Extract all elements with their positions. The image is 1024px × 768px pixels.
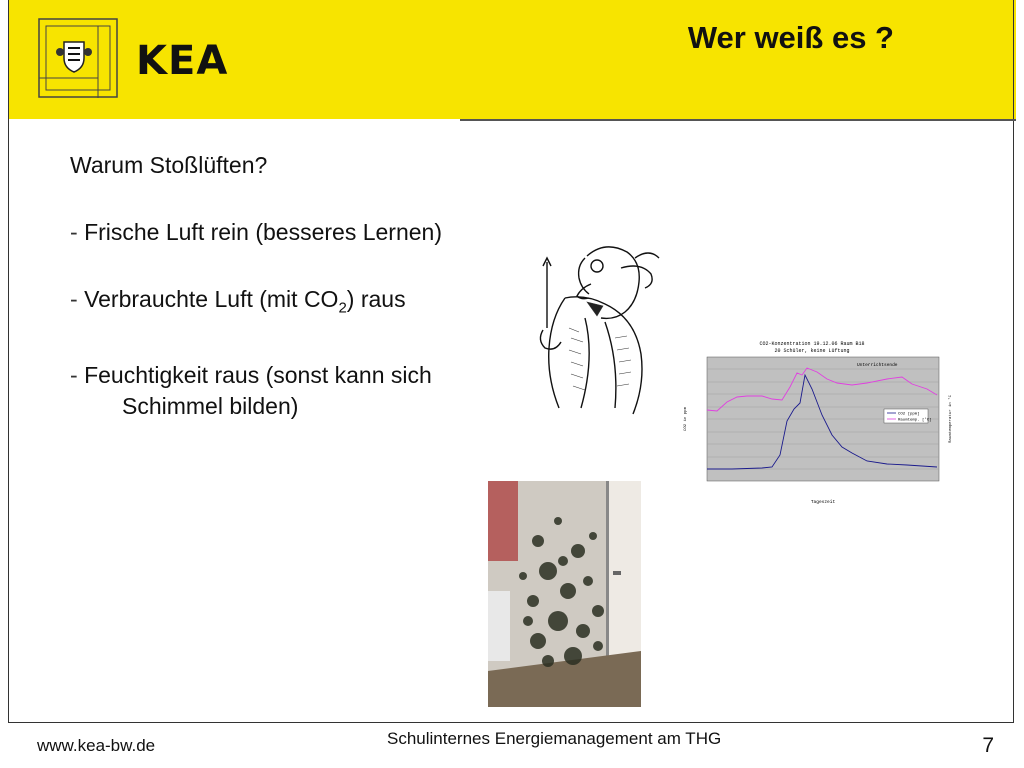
question: Warum Stoßlüften?: [70, 152, 268, 178]
chart-title-1: CO2-Konzentration 19.12.06 Raum B18: [759, 341, 865, 347]
chart-xlabel: Tageszeit: [810, 500, 836, 505]
bullet-humidity: - Feuchtigkeit raus (sonst kann sichSchimmel bilden): [70, 361, 432, 419]
chart-ylabel-right: Raumtemperatur in °C: [949, 394, 953, 444]
chart-annotation: Unterrichtsende: [857, 363, 898, 368]
legend-co2: CO2 [ppm]: [898, 412, 920, 417]
co2-chart: [672, 337, 952, 507]
mold-wall-photo: [488, 481, 641, 707]
chart-ylabel-left: CO2 in ppm: [684, 406, 688, 432]
page-number: 7: [982, 734, 994, 757]
professor-illustration: [525, 238, 665, 418]
legend-temp: Raumtemp. [°C]: [898, 418, 932, 423]
coat-of-arms-icon: [38, 18, 118, 98]
content-text: [70, 150, 470, 458]
bullet-co2: - Verbrauchte Luft (mit $CO_2$) raus: [70, 286, 406, 317]
footer-url[interactable]: www.kea-bw.de: [37, 736, 156, 755]
slide-title: Wer weiß es ?: [687, 20, 894, 55]
chart-title-2: 20 Schüler, keine Lüftung: [774, 348, 850, 354]
header-rule: [460, 119, 1016, 121]
bullet-fresh-air: - Frische Luft rein (besseres Lernen): [70, 219, 442, 245]
logo-text: KEA: [136, 38, 229, 84]
footer-center: Schulinternes Energiemanagement am THG: [387, 729, 722, 748]
